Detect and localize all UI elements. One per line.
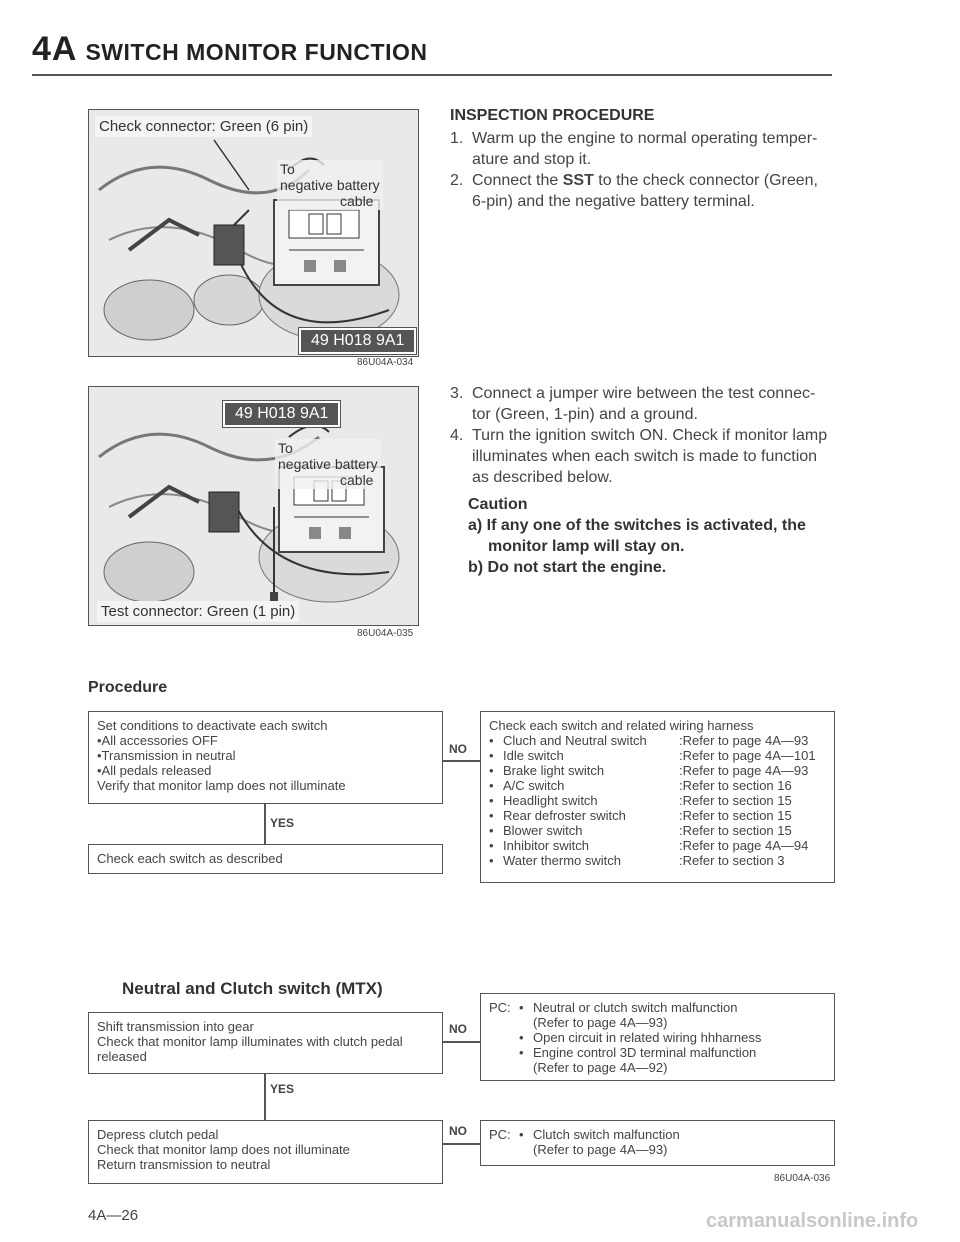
pc-label: PC: bbox=[489, 1127, 511, 1142]
step-number: 3. bbox=[450, 385, 464, 402]
step-number: 1. bbox=[450, 130, 464, 147]
switch-ref: :Refer to page 4A—101 bbox=[679, 748, 816, 763]
switch-name: Cluch and Neutral switch bbox=[503, 733, 647, 748]
callout-line: negative battery bbox=[280, 177, 380, 193]
page-header bbox=[32, 30, 427, 69]
switch-name: Headlight switch bbox=[503, 793, 598, 808]
switch-name: Idle switch bbox=[503, 748, 564, 763]
switch-ref: :Refer to page 4A—93 bbox=[679, 733, 809, 748]
section-title: SWITCH MONITOR FUNCTION bbox=[85, 39, 428, 65]
figure-check-connector bbox=[88, 109, 419, 357]
yes-label: YES bbox=[270, 816, 295, 830]
pc-row bbox=[489, 1060, 826, 1075]
step-line: Connect a jumper wire between the test connec- bbox=[472, 385, 816, 402]
switch-row: • Headlight switch :Refer to section 15 bbox=[489, 793, 792, 808]
step-line bbox=[472, 170, 840, 191]
procedure-box-harness bbox=[480, 711, 835, 883]
pc-line: Neutral or clutch switch malfunction bbox=[533, 1000, 738, 1015]
neutral-no1-connector bbox=[443, 1041, 480, 1043]
callout-line: negative battery bbox=[278, 456, 378, 472]
neutral-no2-label: NO bbox=[449, 1124, 467, 1138]
switch-row: • Inhibitor switch :Refer to page 4A—94 bbox=[489, 838, 809, 853]
box-line: Set conditions to deactivate each switch bbox=[97, 718, 328, 733]
box-line: Check that monitor lamp does not illuminate bbox=[97, 1142, 350, 1157]
pc-line: Engine control 3D terminal malfunction bbox=[533, 1045, 757, 1060]
switch-row: • Idle switch :Refer to page 4A—101 bbox=[489, 748, 816, 763]
procedure-box-conditions bbox=[88, 711, 443, 804]
switch-row: • Cluch and Neutral switch :Refer to page 4A—93 bbox=[489, 733, 809, 748]
switch-row: • A/C switch :Refer to section 16 bbox=[489, 778, 792, 793]
box-line: released bbox=[97, 1049, 147, 1064]
figure1-code: 86U04A-034 bbox=[357, 357, 414, 368]
step-line: as described below. bbox=[472, 469, 613, 486]
pc-row: PC: • Neutral or clutch switch malfunction bbox=[489, 1000, 738, 1015]
switch-ref: :Refer to section 15 bbox=[679, 823, 792, 838]
no-connector bbox=[443, 760, 480, 762]
pc-row: PC: • Clutch switch malfunction bbox=[489, 1127, 680, 1142]
watermark: carmanualsonline.info bbox=[706, 1210, 919, 1232]
callout-line: cable bbox=[340, 472, 374, 488]
switch-ref: :Refer to section 16 bbox=[679, 778, 792, 793]
neutral-yes-label: YES bbox=[270, 1082, 295, 1096]
sst-term: SST bbox=[562, 172, 594, 189]
step-line: ature and stop it. bbox=[472, 151, 592, 168]
switch-row: • Brake light switch :Refer to page 4A—93 bbox=[489, 763, 809, 778]
switch-name: Brake light switch bbox=[503, 763, 605, 778]
inspection-steps-3-4 bbox=[450, 383, 840, 488]
page-number: 4A—26 bbox=[88, 1207, 139, 1224]
switch-name: Rear defroster switch bbox=[503, 808, 626, 823]
box-line: Check each switch as described bbox=[97, 851, 283, 866]
switch-name: A/C switch bbox=[503, 778, 565, 793]
pc-line: (Refer to page 4A—92) bbox=[533, 1060, 668, 1075]
sst-tag-2: 49 H018 9A1 bbox=[223, 401, 340, 427]
neutral-box-shift bbox=[88, 1012, 443, 1074]
no-label: NO bbox=[449, 742, 467, 756]
pc-line: Clutch switch malfunction bbox=[533, 1127, 680, 1142]
step-2 bbox=[450, 170, 840, 212]
procedure-box-check bbox=[88, 844, 443, 874]
inspection-title: INSPECTION PROCEDURE bbox=[450, 107, 655, 124]
pc-line: (Refer to page 4A—93) bbox=[533, 1015, 668, 1030]
switch-name: Blower switch bbox=[503, 823, 583, 838]
switch-row: • Blower switch :Refer to section 15 bbox=[489, 823, 792, 838]
neutral-pc-box-2 bbox=[480, 1120, 835, 1166]
figure2-code: 86U04A-035 bbox=[357, 628, 414, 639]
step-4 bbox=[450, 425, 840, 488]
pc-label: PC: bbox=[489, 1000, 511, 1015]
box-line: •All accessories OFF bbox=[97, 733, 218, 748]
pc-line: (Refer to page 4A—93) bbox=[533, 1142, 668, 1157]
figure2-callout bbox=[275, 439, 381, 489]
switch-ref: :Refer to section 3 bbox=[679, 853, 785, 868]
pc-line: Open circuit in related wiring hhharness bbox=[533, 1030, 762, 1045]
pc-row: • Open circuit in related wiring hhharness bbox=[519, 1030, 762, 1045]
pc-row bbox=[489, 1142, 826, 1157]
caution-b: b) Do not start the engine. bbox=[468, 559, 667, 576]
caution-a: a) If any one of the switches is activated, the bbox=[468, 517, 806, 534]
switch-ref: :Refer to page 4A—93 bbox=[679, 763, 809, 778]
pc-row bbox=[489, 1015, 826, 1030]
engine-illustration-1 bbox=[89, 110, 418, 356]
sst-tag-1: 49 H018 9A1 bbox=[299, 328, 416, 354]
step-line: illuminates when each switch is made to function bbox=[472, 448, 818, 465]
step-3 bbox=[450, 383, 840, 425]
switch-row: • Rear defroster switch :Refer to section 15 bbox=[489, 808, 792, 823]
figure-test-connector bbox=[88, 386, 419, 626]
switch-ref: :Refer to section 15 bbox=[679, 808, 792, 823]
section-number: 4A bbox=[32, 30, 78, 68]
switch-ref: :Refer to page 4A—94 bbox=[679, 838, 809, 853]
harness-title: Check each switch and related wiring harness bbox=[489, 718, 754, 733]
box-line: Depress clutch pedal bbox=[97, 1127, 219, 1142]
box-line: Return transmission to neutral bbox=[97, 1157, 271, 1172]
caution-a-cont: monitor lamp will stay on. bbox=[488, 538, 685, 555]
step-line: Turn the ignition switch ON. Check if monitor lamp bbox=[472, 427, 828, 444]
box-line: Verify that monitor lamp does not illuminate bbox=[97, 778, 346, 793]
step-number: 2. bbox=[450, 172, 464, 189]
yes-connector bbox=[264, 804, 266, 844]
step-1 bbox=[450, 128, 840, 170]
box-line: •Transmission in neutral bbox=[97, 748, 236, 763]
neutral-figure-code: 86U04A-036 bbox=[774, 1173, 831, 1184]
caution-block bbox=[468, 494, 848, 578]
figure1-label: Check connector: Green (6 pin) bbox=[95, 116, 312, 137]
neutral-box-clutch bbox=[88, 1120, 443, 1184]
neutral-yes-connector bbox=[264, 1074, 266, 1120]
box-line: Check that monitor lamp illuminates with clutch pedal bbox=[97, 1034, 403, 1049]
box-line: Shift transmission into gear bbox=[97, 1019, 254, 1034]
callout-line: To bbox=[278, 440, 293, 456]
caution-title: Caution bbox=[468, 496, 528, 513]
switch-ref: :Refer to section 15 bbox=[679, 793, 792, 808]
pc-row: • Engine control 3D terminal malfunction bbox=[519, 1045, 757, 1060]
step-number: 4. bbox=[450, 427, 464, 444]
switch-row: • Water thermo switch :Refer to section 3 bbox=[489, 853, 785, 868]
figure1-callout bbox=[277, 160, 383, 210]
step-text: Connect the bbox=[472, 172, 563, 189]
switch-name: Water thermo switch bbox=[503, 853, 621, 868]
switch-name: Inhibitor switch bbox=[503, 838, 589, 853]
neutral-no1-label: NO bbox=[449, 1022, 467, 1036]
neutral-pc-box-1 bbox=[480, 993, 835, 1081]
figure2-label: Test connector: Green (1 pin) bbox=[97, 601, 299, 622]
inspection-steps-1-2 bbox=[450, 128, 840, 212]
step-text: to the check connector (Green, bbox=[593, 172, 818, 189]
header-rule bbox=[32, 74, 832, 76]
box-line: •All pedals released bbox=[97, 763, 212, 778]
neutral-no2-connector bbox=[443, 1143, 480, 1145]
neutral-title: Neutral and Clutch switch (MTX) bbox=[122, 979, 383, 998]
procedure-title: Procedure bbox=[88, 679, 168, 696]
step-line: tor (Green, 1-pin) and a ground. bbox=[472, 406, 698, 423]
callout-line: To bbox=[280, 161, 295, 177]
callout-line: cable bbox=[340, 193, 374, 209]
step-line: 6-pin) and the negative battery terminal. bbox=[472, 193, 755, 210]
step-line: Warm up the engine to normal operating temper- bbox=[472, 130, 818, 147]
